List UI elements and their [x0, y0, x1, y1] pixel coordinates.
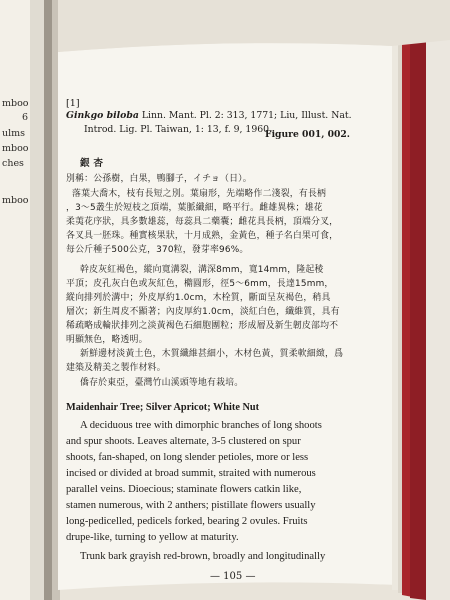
previous-page-fragment: ulms [2, 128, 26, 139]
zh-line: ，3～5叢生於短枝之頂端，葉脈纖細，略平行。雌雄異株；雄花 [66, 203, 323, 213]
page-number: — 105 — [210, 571, 256, 582]
zh-line: 層次；新生周皮不顯著；內皮厚約1.0cm，淡紅白色，纖維質，具有 [66, 307, 340, 317]
citation-line-2: Introd. Lig. Pl. Taiwan, 1: 13, f. 9, 1960. [84, 124, 273, 135]
figure-reference: Figure 001, 002. [265, 129, 350, 140]
previous-page-fragment: 6 [22, 112, 29, 123]
zh-line: 幹皮灰紅褐色，縱向寬溝裂，溝深8mm，寬14mm，隆起稜 [80, 265, 324, 275]
zh-line: 明顯無色，略透明。 [66, 335, 148, 345]
en-line: parallel veins. Dioecious; staminate flowers catkin like, [66, 484, 302, 495]
citation-line-1 [66, 110, 352, 121]
chinese-common-name: 銀 杏 [80, 158, 104, 169]
previous-page-fragment: mboo [2, 195, 29, 206]
en-line: Trunk bark grayish red-brown, broadly and longitudinally [80, 551, 326, 562]
zh-line: 建築及精美之製作材料。 [66, 363, 166, 373]
zh-line: 縱向排列於溝中；外皮厚約1.0cm，木栓質，斷面呈灰褐色，稍具 [66, 293, 331, 303]
en-line: incised or divided at broad summit, straited with numerous [66, 468, 316, 479]
en-line: and spur shoots. Leaves alternate, 3-5 clustered on spur [66, 436, 301, 447]
previous-page-fragment: ches [2, 158, 24, 169]
en-line: A deciduous tree with dimorphic branches of long shoots [80, 420, 322, 431]
english-common-names: Maidenhair Tree; Silver Apricot; White Nut [66, 402, 260, 413]
zh-line: 稀疏略成輪狀排列之淡黃褐色石細胞團粒；形成層及新生韌皮部均不 [66, 321, 339, 331]
zh-line: 僑存於東亞，臺灣竹山溪頭等地有栽培。 [80, 378, 244, 388]
en-line: drupe-like, turning to yellow at maturity. [66, 532, 239, 543]
zh-line: 每公斤種子500公克，370粒，發芽率96%。 [66, 245, 249, 255]
en-line: stamen numerous, with 2 anthers; pistillate flowers usually [66, 500, 316, 511]
en-line: shoots, fan-shaped, on long slender petioles, more or less [66, 452, 309, 463]
citation-text: Linn. Mant. Pl. 2: 313, 1771; Liu, Illust. Nat. [141, 110, 352, 121]
previous-page-fragment: mboo [2, 98, 29, 109]
scientific-name: Ginkgo biloba [66, 110, 139, 121]
zh-line: 各叉具一胚珠。種實核果狀，十月成熟，金黃色，種子名白果可食， [66, 231, 339, 241]
zh-line: 新鮮邊材淡黃土色，木質纖維甚細小，木材色黃，質柔軟細緻，爲 [80, 349, 344, 359]
previous-page-fragment: mboo [2, 143, 29, 154]
zh-line: 落葉大喬木，枝有長短之別。葉扇形，先端略作二淺裂，有長柄 [72, 189, 327, 199]
en-line: long-pedicelled, pedicels forked, bearing 2 ovules. Fruits [66, 516, 308, 527]
entry-number: [1] [66, 98, 80, 109]
zh-line: 別稱：公孫樹，白果，鴨腳子，イチョ（日）。 [66, 174, 252, 184]
zh-line: 柔荑花序狀，具多數雄蕊，每蕊具二藥囊；雌花具長柄，頂端分叉， [66, 217, 339, 227]
zh-line: 平頂；皮孔灰白色或灰紅色，橢圓形，徑5～6mm，長達15mm， [66, 279, 334, 289]
